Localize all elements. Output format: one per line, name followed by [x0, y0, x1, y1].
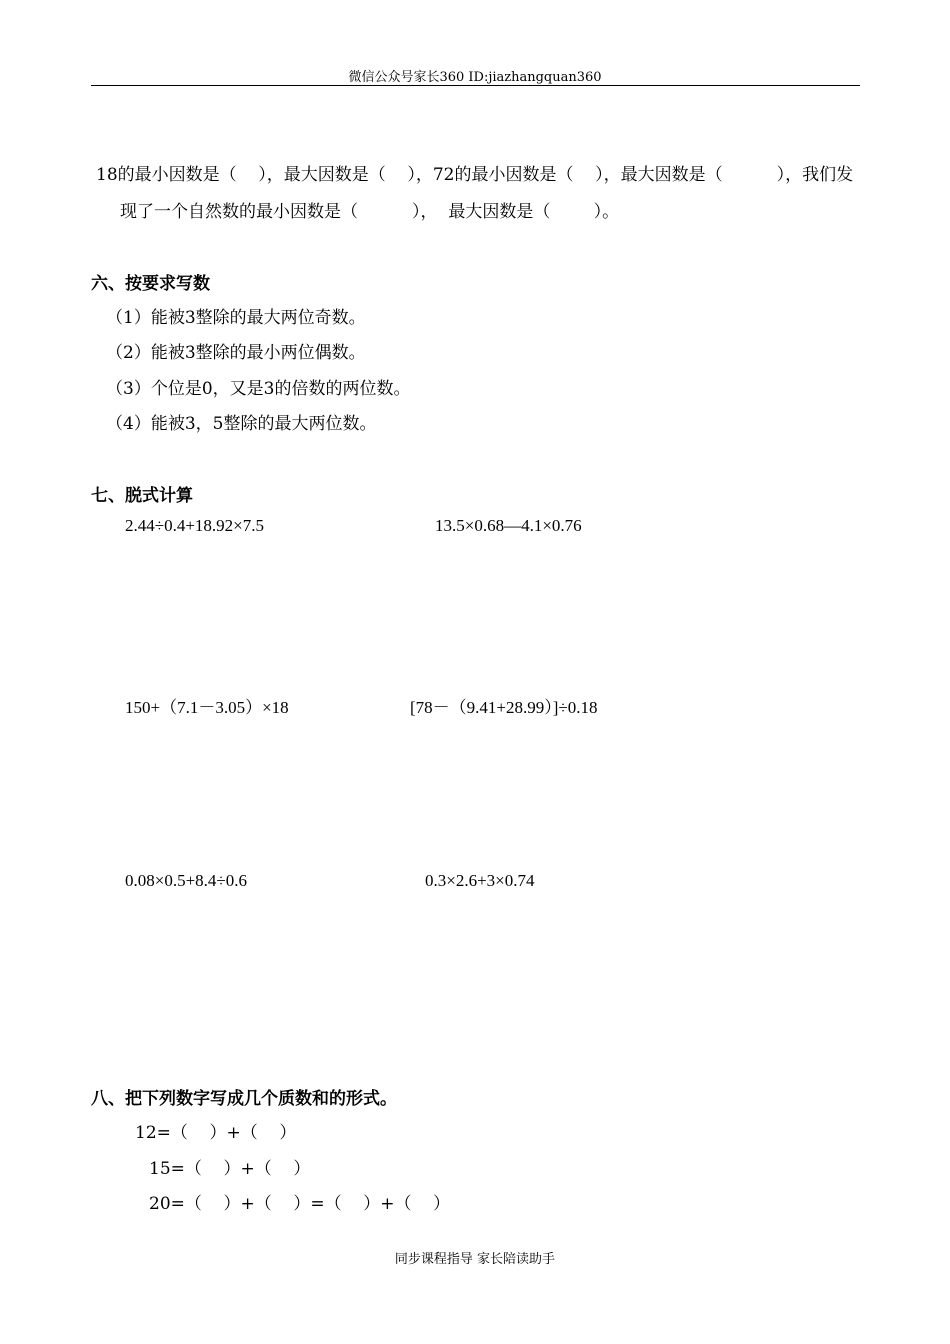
calc-expression-6: 0.3×2.6+3×0.74 — [425, 871, 535, 890]
section-6-title: 六、按要求写数 — [91, 274, 210, 294]
prime-sum-line-2: 15=（ ）+（ ） — [149, 1159, 311, 1179]
section-6-item-3: （3）个位是0，又是3的倍数的两位数。 — [106, 379, 411, 399]
page-header: 微信公众号家长360 ID:jiazhangquan360 — [348, 70, 602, 85]
section-6-item-2: （2）能被3整除的最小两位偶数。 — [106, 343, 366, 363]
intro-line-2: 现了一个自然数的最小因数是（ ）， 最大因数是（ ）。 — [120, 202, 620, 222]
page-footer: 同步课程指导 家长陪读助手 — [394, 1252, 556, 1267]
header-divider — [91, 85, 860, 86]
calc-expression-5: 0.08×0.5+8.4÷0.6 — [125, 871, 248, 890]
calc-expression-2: 13.5×0.68—4.1×0.76 — [435, 516, 582, 535]
calc-expression-3: 150+（7.1－3.05）×18 — [125, 698, 289, 717]
section-6-item-4: （4）能被3，5整除的最大两位数。 — [106, 414, 377, 434]
intro-line-1: 18的最小因数是（ ），最大因数是（ ），72的最小因数是（ ），最大因数是（ ），我们发 — [96, 165, 854, 185]
prime-sum-line-1: 12=（ ）+（ ） — [135, 1123, 297, 1143]
calc-expression-1: 2.44÷0.4+18.92×7.5 — [125, 516, 265, 535]
prime-sum-line-3: 20=（ ）+（ ）=（ ）+（ ） — [149, 1194, 451, 1214]
calc-expression-4: [78－（9.41+28.99）]÷0.18 — [410, 698, 598, 717]
section-7-title: 七、脱式计算 — [91, 486, 193, 506]
section-8-title: 八、把下列数字写成几个质数和的形式。 — [91, 1089, 397, 1109]
section-6-item-1: （1）能被3整除的最大两位奇数。 — [106, 308, 366, 328]
